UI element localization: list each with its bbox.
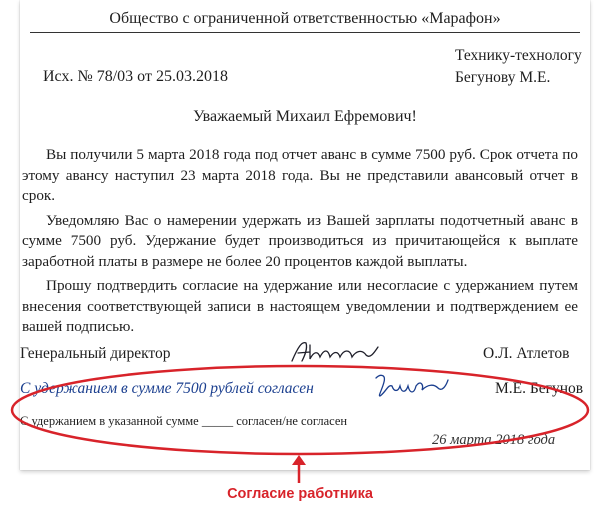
body-paragraph-1: Вы получили 5 марта 2018 года под отчет аванс в сумме 7500 руб. Срок отчета по этому авансу наступил 23 марта 2018 года. Вы не представили авансовый отчет в срок. bbox=[22, 146, 578, 204]
printed-consent-line: С удержанием в указанной сумме _____ согласен/не согласен bbox=[20, 414, 348, 428]
employee-consent-row bbox=[20, 380, 590, 402]
greeting: Уважаемый Михаил Ефремович! bbox=[193, 108, 417, 125]
organization-header: Общество с ограниченной ответственностью «Марафон» bbox=[30, 10, 580, 33]
annotation-caption: Согласие работника bbox=[227, 486, 373, 502]
employee-signature bbox=[372, 370, 452, 402]
body-paragraph-2: Уведомляю Вас о намерении удержать из Вашей зарплаты подотчетный аванс в сумме 7500 руб. Удержание будет производиться из причитающейся к выплате заработной платы в размере не более 20 процентов каждой выплаты. bbox=[22, 211, 578, 270]
recipient-position: Технику-технологу bbox=[455, 47, 582, 64]
recipient-name: Бегунову М.Е. bbox=[455, 69, 551, 86]
document-page bbox=[20, 0, 590, 470]
handwritten-consent: С удержанием в сумме 7500 рублей согласен bbox=[20, 380, 314, 397]
body-paragraph-3: Прошу подтвердить согласие на удержание или несогласие с удержанием путем внесения соответствующей записи в настоящем уведомлении и подтверждением ее вашей подписью. bbox=[22, 277, 578, 335]
signer-name: О.Л. Атлетов bbox=[483, 345, 570, 362]
director-signature-row bbox=[20, 345, 590, 367]
recipient-block bbox=[455, 45, 582, 89]
outgoing-reference: Исх. № 78/03 от 25.03.2018 bbox=[43, 68, 228, 85]
consent-date: 26 марта 2018 года bbox=[432, 432, 556, 448]
employee-name: М.Е. Бегунов bbox=[495, 380, 584, 397]
director-signature bbox=[288, 337, 383, 367]
signer-role: Генеральный директор bbox=[20, 345, 171, 362]
letter-body bbox=[22, 145, 578, 342]
